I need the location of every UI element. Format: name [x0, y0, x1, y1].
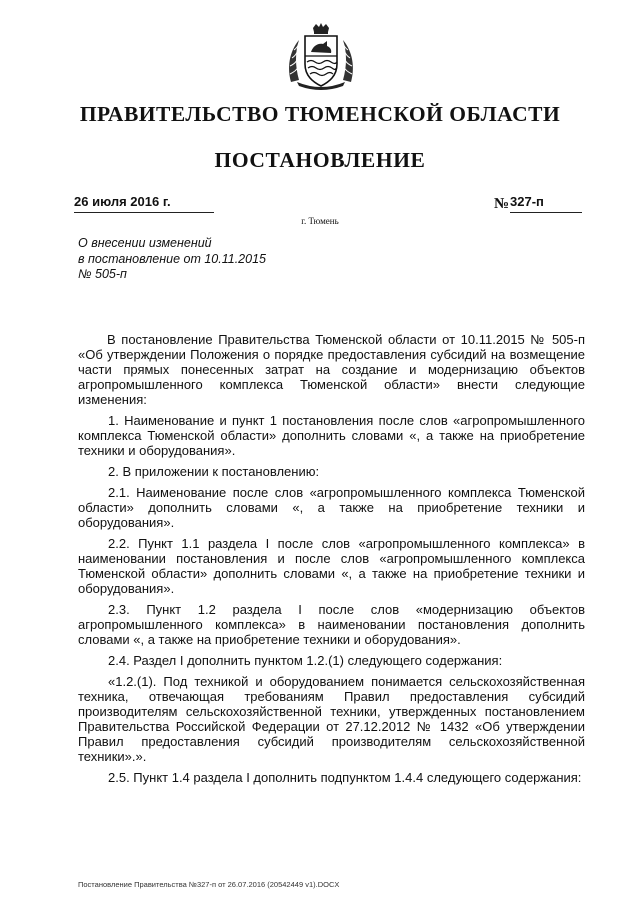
- number-sign: №: [494, 196, 510, 212]
- document-type: ПОСТАНОВЛЕНИЕ: [214, 148, 426, 172]
- paragraph-item-2-2: 2.2. Пункт 1.1 раздела I после слов «агропромышленного комплекса» в наименовании постановления и после слов «агропромышленного комплекса Тюменской области» дополнить словами «, а также на приобретение техники и оборудования».: [78, 536, 585, 596]
- paragraph-item-2: 2. В приложении к постановлению:: [108, 464, 320, 479]
- city-name: г. Тюмень: [301, 216, 339, 226]
- document-date: 26 июля 2016 г.: [74, 194, 214, 213]
- subject-line-3: № 505-п: [78, 267, 127, 281]
- paragraph-item-2-3: 2.3. Пункт 1.2 раздела I после слов «модернизацию объектов агропромышленного комплекса» в наименовании постановления дополнить словами «, а также на приобретение техники и оборудования».: [78, 602, 585, 647]
- paragraph-intro: В постановление Правительства Тюменской области от 10.11.2015 № 505-п «Об утверждении Положения о порядке предоставления субсидий на возмещение части прямых понесенных затрат на создание и модернизацию объектов агропромышленного комплекса Тюменской области» внести следующие изменения:: [78, 332, 585, 407]
- government-title: ПРАВИТЕЛЬСТВО ТЮМЕНСКОЙ ОБЛАСТИ: [79, 102, 561, 126]
- paragraph-item-2-4: 2.4. Раздел I дополнить пунктом 1.2.(1) следующего содержания:: [108, 653, 503, 668]
- paragraph-quote-1-2-1: «1.2.(1). Под техникой и оборудованием понимается сельскохозяйственная техника, отвечающая требованиям Правил предоставления субсидий производителям сельскохозяйственной техники, утвержденных постановлением Правительства Российской Федерации от 27.12.2012 № 1432 «Об утверждении Правил предоставления субсидий производителям сельскохозяйственной техники».».: [78, 674, 585, 764]
- coat-of-arms-icon: [285, 22, 357, 92]
- footer-filename: Постановление Правительства №327-п от 26.07.2016 (20542449 v1).DOCX: [78, 880, 340, 889]
- paragraph-item-2-1: 2.1. Наименование после слов «агропромышленного комплекса Тюменской области» дополнить словами «, а также на приобретение техники и оборудования».: [78, 485, 585, 530]
- document-subject: [78, 236, 378, 283]
- document-body: [78, 332, 585, 791]
- subject-line-1: О внесении изменений: [78, 236, 212, 250]
- paragraph-item-2-5: 2.5. Пункт 1.4 раздела I дополнить подпунктом 1.4.4 следующего содержания:: [108, 770, 582, 785]
- subject-line-2: в постановление от 10.11.2015: [78, 251, 266, 266]
- paragraph-item-1: 1. Наименование и пункт 1 постановления после слов «агропромышленного комплекса Тюменской области» дополнить словами «, а также на приобретение техники и оборудования».: [78, 413, 585, 458]
- document-number: 327-п: [510, 194, 582, 213]
